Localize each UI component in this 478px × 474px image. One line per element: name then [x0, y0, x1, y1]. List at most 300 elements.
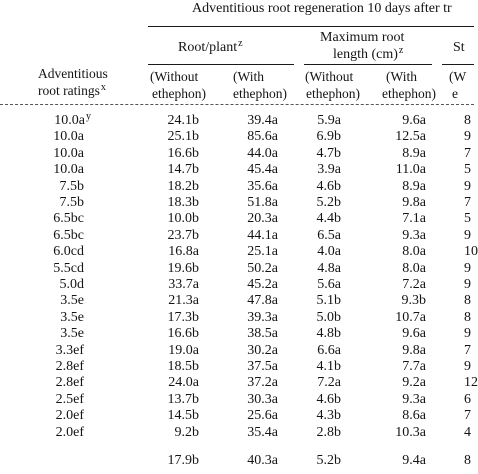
cell-c1-text: 17.9b	[167, 453, 199, 468]
group-title: Adventitious root regeneration 10 days after tr	[192, 1, 452, 16]
cell-c1	[168, 130, 200, 144]
cell-c3-text: 5.2b	[316, 195, 341, 210]
cell-c5	[464, 245, 478, 259]
cell-rating	[54, 111, 91, 128]
cell-c2	[247, 327, 278, 341]
table-row	[0, 180, 474, 196]
col-group-max-root-sup: z	[398, 45, 404, 56]
cell-rating-text: 3.5e	[60, 310, 84, 325]
cell-c4-text: 9.8a	[402, 195, 426, 210]
cell-c4-text: 9.3a	[402, 392, 426, 407]
cell-c1-text: 16.8a	[168, 244, 199, 259]
cell-c4-text: 8.9a	[402, 146, 426, 161]
table-row	[0, 393, 474, 409]
cell-c3-text: 4.0a	[317, 244, 341, 259]
cell-c1-text: 19.6b	[167, 261, 199, 276]
cell-c2	[247, 229, 278, 243]
cell-c3	[317, 245, 341, 259]
cell-c2	[247, 454, 278, 468]
cell-c3-text: 3.9a	[317, 162, 341, 177]
cell-c2-text: 50.2a	[247, 261, 278, 276]
cell-c2	[247, 278, 278, 292]
cell-rating	[53, 163, 84, 177]
cell-c5	[464, 376, 478, 390]
cell-c5	[464, 344, 471, 358]
cell-c5-text: 5	[464, 162, 471, 177]
cell-rating	[60, 196, 85, 210]
cell-rating-text: 2.0ef	[55, 408, 84, 423]
col-group-partial: St	[453, 40, 465, 55]
cell-c2-text: 30.3a	[247, 392, 278, 407]
cell-c3	[317, 311, 342, 325]
cell-c1	[168, 393, 200, 407]
cell-c5	[464, 229, 471, 243]
cell-c1	[168, 180, 200, 194]
header-bottom-rule	[0, 104, 474, 105]
cell-c1	[168, 114, 200, 128]
table-row	[0, 262, 474, 278]
cell-c5	[464, 196, 471, 210]
cell-c1	[175, 426, 200, 440]
table-row	[0, 244, 478, 261]
cell-c1-text: 23.7b	[167, 228, 199, 243]
cell-rating	[60, 278, 85, 292]
cell-c1-text: 24.1b	[167, 113, 199, 128]
cell-c1-text: 24.0a	[168, 375, 199, 390]
cell-c3	[317, 294, 342, 308]
cell-c5-text: 9	[464, 326, 471, 341]
cell-c1-text: 25.1b	[167, 129, 199, 144]
cell-c1	[168, 409, 200, 423]
cell-c5-text: 12	[464, 375, 478, 390]
cell-c5-text: 9	[464, 261, 471, 276]
cell-c5	[464, 262, 471, 276]
cell-c4-text: 12.5a	[395, 129, 426, 144]
cell-c2-text: 51.8a	[247, 195, 278, 210]
col-group-root-per-plant-label: Root/plant	[178, 40, 238, 55]
cell-c4	[402, 344, 426, 358]
cell-c3	[317, 376, 341, 390]
cell-c2	[247, 180, 278, 194]
cell-c3-text: 4.4b	[316, 211, 341, 226]
cell-c3-text: 4.8b	[316, 326, 341, 341]
cell-c4-text: 9.2a	[402, 375, 426, 390]
cell-c3	[317, 278, 341, 292]
cell-c4-text: 10.3a	[395, 425, 426, 440]
col-group-max-root-line2	[333, 45, 404, 62]
row-header-sup: x	[100, 82, 106, 93]
cell-c5	[464, 426, 471, 440]
cell-rating-text: 7.5b	[59, 179, 84, 194]
cell-rating-text: 3.5e	[60, 293, 84, 308]
cell-c5-text: 8	[464, 453, 471, 468]
cell-c4-text: 9.4a	[402, 453, 426, 468]
table-row	[0, 311, 474, 327]
cell-c4-text: 8.0a	[402, 244, 426, 259]
cell-c3	[317, 180, 342, 194]
cell-c1-text: 16.6b	[167, 146, 199, 161]
cell-c2-text: 25.6a	[247, 408, 278, 423]
cell-c3-text: 6.5a	[317, 228, 341, 243]
cell-c3-text: 5.9a	[317, 113, 341, 128]
cell-c3	[317, 130, 342, 144]
cell-c3-text: 6.9b	[316, 129, 341, 144]
cell-c1	[168, 311, 200, 325]
cell-c1-text: 16.6b	[167, 326, 199, 341]
cell-c4-text: 10.7a	[395, 310, 426, 325]
cell-c2-text: 25.1a	[247, 244, 278, 259]
cell-c5	[464, 278, 471, 292]
cell-c3-text: 4.6b	[316, 179, 341, 194]
col-group-rule-3	[442, 64, 474, 65]
cell-c4	[402, 229, 426, 243]
cell-c3	[317, 196, 342, 210]
cell-c2-text: 38.5a	[247, 326, 278, 341]
table-row	[0, 344, 474, 360]
cell-c1	[168, 212, 200, 226]
cell-c1-text: 10.0b	[167, 211, 199, 226]
cell-rating	[56, 360, 84, 374]
cell-c5-text: 9	[464, 179, 471, 194]
sub-header-4-line2: ethephon)	[382, 86, 436, 101]
cell-c1-text: 14.5b	[167, 408, 199, 423]
cell-c5	[464, 130, 471, 144]
cell-c2	[247, 163, 278, 177]
cell-c1-text: 18.5b	[167, 359, 199, 374]
cell-c4	[395, 130, 426, 144]
cell-c5	[464, 180, 471, 194]
cell-c2-text: 39.4a	[247, 113, 278, 128]
cell-c5-text: 8	[464, 310, 471, 325]
table-row	[0, 294, 474, 310]
cell-c4-text: 7.7a	[402, 359, 426, 374]
cell-c3	[317, 229, 341, 243]
cell-c5-text: 8	[464, 293, 471, 308]
table-row	[0, 426, 474, 442]
cell-rating-text: 10.0a	[54, 113, 85, 128]
cell-rating	[53, 212, 84, 226]
cell-rating-text: 10.0a	[53, 129, 84, 144]
cell-rating-text: 7.5b	[59, 195, 84, 210]
cell-c3-text: 5.2b	[316, 453, 341, 468]
sub-header-3-line2: ethephon)	[306, 86, 360, 101]
cell-c4-text: 9.3b	[401, 293, 426, 308]
cell-c2-text: 30.2a	[247, 343, 278, 358]
cell-c1-text: 33.7a	[168, 277, 199, 292]
cell-c3-text: 4.8a	[317, 261, 341, 276]
cell-c2	[247, 311, 278, 325]
cell-c5-text: 8	[464, 113, 471, 128]
cell-c5-text: 9	[464, 228, 471, 243]
cell-c4-text: 9.6a	[402, 113, 426, 128]
sub-header-1-line1: (Without	[150, 69, 199, 84]
cell-c4	[402, 393, 426, 407]
table-row	[0, 147, 474, 163]
cell-c4-text: 8.6a	[402, 408, 426, 423]
cell-c2-text: 85.6a	[247, 129, 278, 144]
cell-c1-text: 19.0a	[168, 343, 199, 358]
cell-c5-text: 7	[464, 343, 471, 358]
cell-rating	[53, 262, 84, 276]
cell-c2	[247, 393, 278, 407]
cell-rating	[56, 393, 84, 407]
cell-c1-text: 21.3a	[168, 293, 199, 308]
cell-c3-text: 5.0b	[316, 310, 341, 325]
cell-c1-text: 14.7b	[167, 162, 199, 177]
cell-c4-text: 8.9a	[402, 179, 426, 194]
cell-c2-text: 35.6a	[247, 179, 278, 194]
cell-c3	[317, 147, 342, 161]
cell-rating-text: 6.5bc	[53, 211, 84, 226]
cell-c4-text: 9.3a	[402, 228, 426, 243]
cell-c3-text: 7.2a	[317, 375, 341, 390]
cell-c5-text: 6	[464, 392, 471, 407]
cell-c3-text: 2.8b	[316, 425, 341, 440]
col-group-rule-2	[304, 64, 432, 65]
cell-c4-text: 8.0a	[402, 261, 426, 276]
row-header-line2-label: root ratings	[38, 83, 100, 98]
cell-c5-text: 9	[464, 277, 471, 292]
cell-c5-text: 5	[464, 211, 471, 226]
cell-c3-text: 4.7b	[316, 146, 341, 161]
cell-c4-text: 7.2a	[402, 277, 426, 292]
cell-c1	[168, 245, 199, 259]
sub-header-5-line2: e	[452, 86, 458, 101]
table-row	[0, 278, 474, 294]
cell-c1	[168, 163, 200, 177]
cell-c3	[317, 163, 341, 177]
cell-c4-text: 9.6a	[402, 326, 426, 341]
sub-header-2-line1: (With	[233, 69, 264, 84]
cell-c4	[395, 311, 426, 325]
cell-c3	[317, 360, 342, 374]
sub-header-4-line1: (With	[386, 69, 417, 84]
col-group-rule-1	[148, 64, 294, 65]
cell-c1	[168, 196, 200, 210]
cell-c2	[247, 147, 278, 161]
cell-c2	[247, 409, 278, 423]
cell-c1	[168, 147, 200, 161]
cell-c5-text: 9	[464, 129, 471, 144]
cell-c3	[317, 327, 342, 341]
cell-c2-text: 47.8a	[247, 293, 278, 308]
table-row	[0, 327, 474, 343]
cell-c2	[247, 245, 278, 259]
cell-c2	[247, 344, 278, 358]
cell-c2	[247, 212, 278, 226]
cell-c1	[168, 454, 200, 468]
cell-c1	[168, 294, 199, 308]
cell-rating-text: 2.0ef	[55, 425, 84, 440]
cell-c5	[464, 454, 471, 468]
cell-c2-text: 20.3a	[247, 211, 278, 226]
cell-c1-text: 18.3b	[167, 195, 199, 210]
cell-c4	[402, 262, 426, 276]
cell-c4	[402, 278, 426, 292]
table-row	[0, 130, 474, 146]
cell-c3	[317, 262, 341, 276]
cell-c3-text: 5.1b	[316, 293, 341, 308]
cell-rating	[60, 327, 84, 341]
cell-c4	[402, 294, 427, 308]
cell-c2	[247, 114, 278, 128]
cell-rating-text: 2.8ef	[55, 375, 84, 390]
cell-c5	[464, 163, 471, 177]
cell-c4	[402, 454, 426, 468]
cell-c2	[247, 262, 278, 276]
sub-header-3-line1: (Without	[305, 69, 354, 84]
cell-rating	[56, 344, 84, 358]
cell-c2-text: 45.4a	[247, 162, 278, 177]
cell-c2-text: 40.3a	[247, 453, 278, 468]
sub-header-1-line2: ethephon)	[152, 86, 206, 101]
cell-c2-text: 37.2a	[247, 375, 278, 390]
table-row	[0, 360, 474, 376]
cell-rating-text: 2.5ef	[55, 392, 84, 407]
row-header-line2	[38, 84, 106, 98]
cell-rating-text: 5.0d	[59, 277, 84, 292]
cell-c1	[168, 344, 199, 358]
cell-c3	[317, 426, 342, 440]
cell-c2	[247, 130, 278, 144]
cell-c5	[464, 393, 471, 407]
cell-c5-text: 7	[464, 408, 471, 423]
row-header-line1: Adventitious	[38, 66, 108, 81]
cell-c5	[464, 114, 471, 128]
cell-rating-text: 2.8ef	[55, 359, 84, 374]
col-group-root-per-plant-sup: z	[238, 38, 243, 49]
cell-c2	[247, 294, 278, 308]
sub-header-5-line1: (W	[449, 69, 467, 84]
cell-c4	[402, 180, 426, 194]
cell-c4	[402, 147, 426, 161]
cell-c2-text: 45.2a	[247, 277, 278, 292]
cell-c1-text: 18.2b	[167, 179, 199, 194]
cell-rating	[56, 376, 84, 390]
cell-c4-text: 11.0a	[395, 162, 426, 177]
cell-c1	[168, 360, 200, 374]
cell-c2-text: 37.5a	[247, 359, 278, 374]
table-row	[0, 375, 478, 392]
table-row	[0, 212, 474, 228]
cell-c5	[464, 147, 471, 161]
cell-c2	[247, 376, 278, 390]
table-row	[0, 229, 474, 245]
cell-c1	[168, 376, 199, 390]
cell-c3	[317, 212, 342, 226]
cell-rating	[60, 180, 85, 194]
cell-c1-text: 17.3b	[167, 310, 199, 325]
cell-c5	[464, 327, 471, 341]
cell-c1	[168, 262, 200, 276]
cell-rating	[53, 245, 84, 259]
cell-c5-text: 4	[464, 425, 471, 440]
cell-c4-text: 7.1a	[402, 211, 426, 226]
cell-c2-text: 39.3a	[247, 310, 278, 325]
cell-c4	[396, 163, 426, 177]
cell-rating	[53, 229, 84, 243]
cell-c4	[402, 245, 426, 259]
cell-rating	[53, 147, 84, 161]
cell-rating	[60, 294, 84, 308]
cell-c4	[402, 114, 426, 128]
cell-c4	[402, 196, 426, 210]
cell-c2-text: 44.1a	[247, 228, 278, 243]
cell-c4-text: 9.8a	[402, 343, 426, 358]
cell-c1-text: 9.2b	[174, 425, 199, 440]
cell-c3	[317, 114, 341, 128]
cell-c2-text: 35.4a	[247, 425, 278, 440]
cell-c3	[317, 344, 341, 358]
cell-c5	[464, 311, 471, 325]
cell-rating-text: 5.5cd	[53, 261, 84, 276]
table-row	[0, 196, 474, 212]
cell-c5-text: 9	[464, 359, 471, 374]
cell-rating	[60, 311, 84, 325]
cell-rating	[56, 409, 84, 423]
cell-c2	[247, 196, 278, 210]
cell-c1	[168, 327, 200, 341]
cell-c2-text: 44.0a	[247, 146, 278, 161]
col-group-max-root-line1: Maximum root	[320, 30, 405, 45]
cell-c4	[402, 376, 426, 390]
cell-c5	[464, 212, 471, 226]
cell-c4	[402, 212, 426, 226]
table-row	[0, 111, 474, 130]
col-group-root-per-plant	[178, 38, 243, 55]
cell-c1	[168, 229, 200, 243]
cell-c2	[247, 426, 278, 440]
table-row	[0, 409, 474, 425]
cell-c1-text: 13.7b	[167, 392, 199, 407]
cell-c5	[464, 294, 471, 308]
table-row	[0, 163, 474, 179]
cell-c5-text: 7	[464, 146, 471, 161]
cell-rating-text: 6.5bc	[53, 228, 84, 243]
cell-c5	[464, 409, 471, 423]
sub-header-2-line2: ethephon)	[233, 86, 287, 101]
col-group-max-root-line2-label: length (cm)	[333, 47, 398, 62]
cell-c5-text: 10	[464, 244, 478, 259]
cell-rating-text: 3.5e	[60, 326, 84, 341]
cell-c4	[395, 426, 426, 440]
cell-c3	[317, 454, 342, 468]
cell-c3-text: 6.6a	[317, 343, 341, 358]
cell-c3-text: 5.6a	[317, 277, 341, 292]
cell-rating-text: 3.3ef	[55, 343, 84, 358]
cell-rating-text: 10.0a	[53, 162, 84, 177]
cell-c2	[247, 360, 278, 374]
cell-rating-text: 6.0cd	[53, 244, 84, 259]
cell-c3	[317, 393, 342, 407]
cell-c5-text: 7	[464, 195, 471, 210]
cell-c3-text: 4.3b	[316, 408, 341, 423]
cell-c5	[464, 360, 471, 374]
group-title-rule	[148, 26, 474, 27]
cell-rating	[53, 130, 84, 144]
cell-rating	[56, 426, 84, 440]
cell-c4	[402, 360, 426, 374]
cell-c3-text: 4.6b	[316, 392, 341, 407]
cell-c3	[317, 409, 342, 423]
summary-row	[0, 454, 474, 470]
cell-c4	[402, 409, 426, 423]
cell-rating-text: 10.0a	[53, 146, 84, 161]
rating-footnote-sup: y	[86, 111, 91, 122]
cell-c4	[402, 327, 426, 341]
cell-c3-text: 4.1b	[316, 359, 341, 374]
cell-c1	[168, 278, 199, 292]
